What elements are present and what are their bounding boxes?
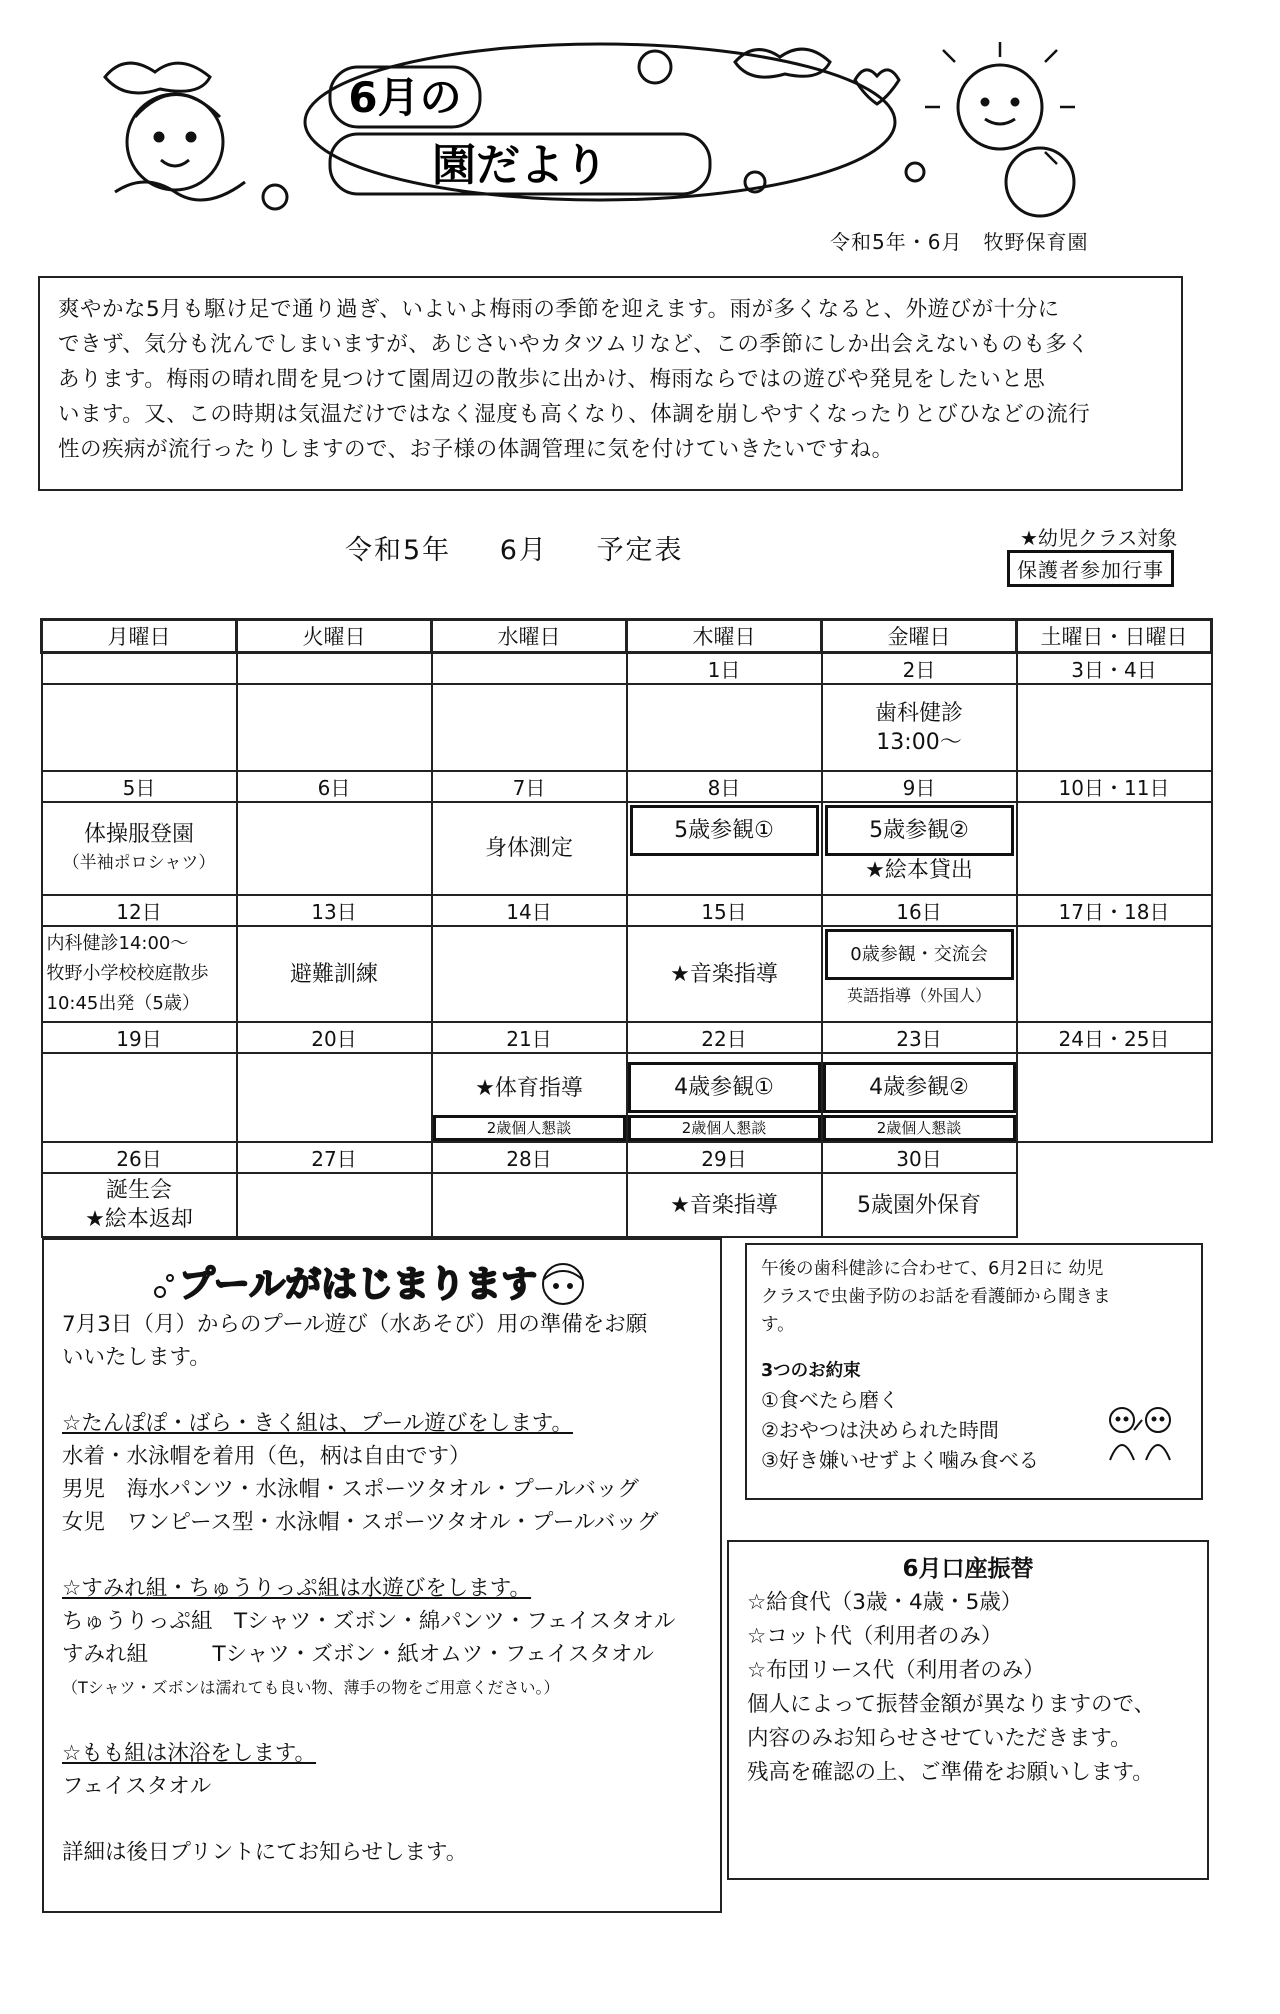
- schedule-table: [40, 618, 1213, 1238]
- date-cell: 3日・4日: [1017, 653, 1212, 685]
- weekday-header: 月曜日: [42, 620, 237, 653]
- pool-intro: 7月3日（月）からのプール遊び（水あそび）用の準備をお願: [62, 1312, 648, 1337]
- event-note: （半袖ポロシャツ）: [62, 852, 216, 873]
- schedule-title: [345, 528, 722, 567]
- event-pe: ★体育指導: [475, 1076, 583, 1101]
- promise-title: 3つのお約束: [761, 1361, 861, 1381]
- date-cell: 20日: [237, 1022, 432, 1053]
- date-cell: 21日: [432, 1022, 627, 1053]
- intro-line: 爽やかな5月も駆け足で通り過ぎ、いよいよ梅雨の季節を迎えます。雨が多くなると、外遊びが十分に: [58, 297, 1060, 322]
- event-music: ★音楽指導: [670, 1192, 778, 1218]
- pool-section-title: ☆もも組は沐浴をします。: [62, 1741, 317, 1766]
- event-participation: 4歳参観②: [823, 1062, 1016, 1113]
- event-music: ★音楽指導: [670, 961, 778, 987]
- child-face-right: [1006, 148, 1074, 216]
- weekday-header: 土曜日・日曜日: [1017, 620, 1212, 653]
- event-english: 英語指導（外国人）: [846, 986, 991, 1005]
- event-cell: [627, 684, 822, 771]
- date-cell: 12日: [42, 895, 237, 926]
- date-row: [42, 653, 1212, 685]
- cloud-left: [105, 63, 210, 93]
- event-cell: [822, 802, 1017, 895]
- promise-item: ②おやつは決められた時間: [761, 1418, 999, 1442]
- event-cell: [1017, 802, 1212, 895]
- event-cell: [42, 802, 237, 895]
- pool-section-title: ☆たんぽぽ・ばら・きく組は、プール遊びをします。: [62, 1411, 573, 1436]
- date-cell: [432, 653, 627, 685]
- dental-line: クラスで虫歯予防のお話を看護師から聞きま: [761, 1287, 1111, 1307]
- event-cell: [237, 802, 432, 895]
- date-cell: 16日: [822, 895, 1017, 926]
- event-cell: [432, 1053, 627, 1142]
- date-row: [42, 895, 1212, 926]
- event-walk-time: 10:45出発（5歳）: [46, 993, 200, 1014]
- date-cell: [237, 653, 432, 685]
- date-cell: 17日・18日: [1017, 895, 1212, 926]
- date-cell: 30日: [822, 1142, 1017, 1173]
- pool-item: 男児 海水パンツ・水泳帽・スポーツタオル・プールバッグ: [62, 1477, 639, 1502]
- transfer-item: ☆コット代（利用者のみ）: [747, 1624, 1003, 1649]
- event-cell: [237, 1053, 432, 1142]
- legend-star: ★幼児クラス対象: [1020, 526, 1178, 550]
- event-cell: [1017, 926, 1212, 1022]
- event-row: [42, 926, 1212, 1022]
- pool-item: ちゅうりっぷ組 Tシャツ・ズボン・綿パンツ・フェイスタオル: [62, 1609, 676, 1634]
- transfer-note: 残高を確認の上、ご準備をお願いします。: [747, 1760, 1154, 1785]
- event-conference: 2歳個人懇談: [433, 1115, 626, 1141]
- event-cell: [42, 926, 237, 1022]
- event-cell: [432, 926, 627, 1022]
- event-cell: [822, 1053, 1017, 1142]
- date-row: [42, 1022, 1212, 1053]
- date-cell: 7日: [432, 771, 627, 802]
- pool-item: すみれ組 Tシャツ・ズボン・紙オムツ・フェイスタオル: [62, 1642, 654, 1667]
- date-cell: 13日: [237, 895, 432, 926]
- event-cell: [627, 926, 822, 1022]
- event-cell: [822, 684, 1017, 771]
- date-cell: 24日・25日: [1017, 1022, 1212, 1053]
- pool-item: 水着・水泳帽を着用（色，柄は自由です）: [62, 1444, 471, 1469]
- date-cell: 22日: [627, 1022, 822, 1053]
- date-cell: 10日・11日: [1017, 771, 1212, 802]
- pool-section-title: ☆すみれ組・ちゅうりっぷ組は水遊びをします。: [62, 1576, 532, 1601]
- empty-cell: [1017, 1173, 1212, 1237]
- legend-participation: 保護者参加行事: [1007, 550, 1174, 587]
- weekday-header: 水曜日: [432, 620, 627, 653]
- event-cell: [42, 684, 237, 771]
- header-illustration: [95, 22, 1105, 222]
- date-row: [42, 1142, 1212, 1173]
- event-cell: [822, 1173, 1017, 1237]
- date-cell: 23日: [822, 1022, 1017, 1053]
- weekday-header: 金曜日: [822, 620, 1017, 653]
- event-cell: [627, 802, 822, 895]
- date-cell: 27日: [237, 1142, 432, 1173]
- intro-line: います。又、この時期は気温だけではなく湿度も高くなり、体調を崩しやすくなったりとびひなどの流行: [58, 402, 1091, 427]
- date-cell: 9日: [822, 771, 1017, 802]
- event-outing: 5歳園外保育: [857, 1192, 981, 1218]
- date-cell: 14日: [432, 895, 627, 926]
- date-cell: 1日: [627, 653, 822, 685]
- transfer-title: 6月口座振替: [902, 1556, 1034, 1582]
- title-part2: 園だより: [432, 140, 608, 191]
- event-book-lending: ★絵本貸出: [865, 858, 973, 883]
- date-cell: [42, 653, 237, 685]
- dental-line: す。: [761, 1315, 795, 1335]
- event-conference: 2歳個人懇談: [823, 1115, 1016, 1141]
- pool-heading-art: [148, 1252, 608, 1312]
- promise-item: ③好き嫌いせずよく噛み食べる: [761, 1448, 1039, 1472]
- event-participation: 4歳参観①: [628, 1062, 821, 1113]
- date-cell: 26日: [42, 1142, 237, 1173]
- date-cell: 6日: [237, 771, 432, 802]
- event-book-return: ★絵本返却: [85, 1207, 193, 1232]
- intro-line: 性の疾病が流行ったりしますので、お子様の体調管理に気を付けていきたいですね。: [58, 437, 894, 462]
- event-row: [42, 684, 1212, 771]
- event-cell: [432, 1173, 627, 1237]
- weekday-header: 木曜日: [627, 620, 822, 653]
- date-cell: 19日: [42, 1022, 237, 1053]
- transfer-item: ☆布団リース代（利用者のみ）: [747, 1658, 1045, 1683]
- weekday-header-row: [42, 620, 1212, 653]
- pool-note: （Tシャツ・ズボンは濡れても良い物、薄手の物をご用意ください。）: [62, 1678, 560, 1697]
- event-cell: [42, 1173, 237, 1237]
- weekday-header: 火曜日: [237, 620, 432, 653]
- date-cell: 15日: [627, 895, 822, 926]
- pool-heading: プールがはじまります: [178, 1264, 538, 1305]
- empty-cell: [1017, 1142, 1212, 1173]
- event-body-measure: 身体測定: [484, 836, 573, 861]
- event-walk: 牧野小学校校庭散歩: [46, 963, 209, 984]
- transfer-note: 内容のみお知らせさせていただきます。: [747, 1726, 1132, 1751]
- date-row: [42, 771, 1212, 802]
- event-cell: [237, 684, 432, 771]
- event-conference: 2歳個人懇談: [628, 1115, 821, 1141]
- issuer-line: 令和5年・6月 牧野保育園: [830, 230, 1089, 254]
- event-participation: 5歳参観①: [630, 805, 819, 856]
- event-gym-uniform: 体操服登園: [83, 821, 194, 847]
- transfer-note: 個人によって振替金額が異なりますので、: [747, 1692, 1156, 1717]
- transfer-item: ☆給食代（3歳・4歳・5歳）: [747, 1590, 1023, 1615]
- title-part1: 6月の: [348, 73, 462, 122]
- sun-icon: [958, 65, 1042, 149]
- date-cell: 28日: [432, 1142, 627, 1173]
- date-cell: 5日: [42, 771, 237, 802]
- event-row: [42, 802, 1212, 895]
- event-cell: [237, 926, 432, 1022]
- pool-item: 女児 ワンピース型・水泳帽・スポーツタオル・プールバッグ: [62, 1510, 659, 1535]
- event-birthday: 誕生会: [105, 1178, 172, 1203]
- intro-line: あります。梅雨の晴れ間を見つけて園周辺の散歩に出かけ、梅雨ならではの遊びや発見をしたいと思: [58, 367, 1046, 392]
- date-cell: 2日: [822, 653, 1017, 685]
- event-cell: [1017, 1053, 1212, 1142]
- schedule-title-year: 令和5年: [345, 535, 452, 566]
- pool-body: [62, 1308, 712, 1869]
- bank-transfer-box: [727, 1540, 1209, 1880]
- event-cell: [1017, 684, 1212, 771]
- event-participation: 5歳参観②: [825, 805, 1014, 856]
- pool-intro: いいたします。: [62, 1345, 211, 1370]
- event-time: 13:00～: [876, 729, 962, 755]
- event-cell: [237, 1173, 432, 1237]
- event-cell: [627, 1173, 822, 1237]
- date-cell: 8日: [627, 771, 822, 802]
- promise-item: ①食べたら磨く: [761, 1388, 899, 1412]
- event-dental-checkup: 歯科健診: [874, 700, 963, 726]
- event-cell: [822, 926, 1017, 1022]
- event-cell: [627, 1053, 822, 1142]
- event-cell: [432, 684, 627, 771]
- pool-item: フェイスタオル: [62, 1774, 212, 1799]
- event-cell: [42, 1053, 237, 1142]
- pool-footer: 詳細は後日プリントにてお知らせします。: [62, 1840, 468, 1865]
- event-participation: 0歳参観・交流会: [825, 929, 1014, 980]
- event-checkup: 内科健診14:00～: [46, 933, 189, 954]
- schedule-title-label: 予定表: [596, 535, 684, 566]
- date-cell: 29日: [627, 1142, 822, 1173]
- event-row: [42, 1053, 1212, 1142]
- intro-text-box: [38, 276, 1183, 491]
- event-cell: [432, 802, 627, 895]
- intro-line: できず、気分も沈んでしまいますが、あじさいやカタツムリなど、この季節にしか出会えないものも多く: [58, 332, 1090, 357]
- toothbrush-kids-icon: [1100, 1402, 1180, 1464]
- schedule-title-month: 6月: [499, 535, 548, 566]
- event-row: [42, 1173, 1212, 1237]
- event-evacuation-drill: 避難訓練: [289, 961, 378, 987]
- dental-line: 午後の歯科健診に合わせて、6月2日に 幼児: [761, 1259, 1104, 1279]
